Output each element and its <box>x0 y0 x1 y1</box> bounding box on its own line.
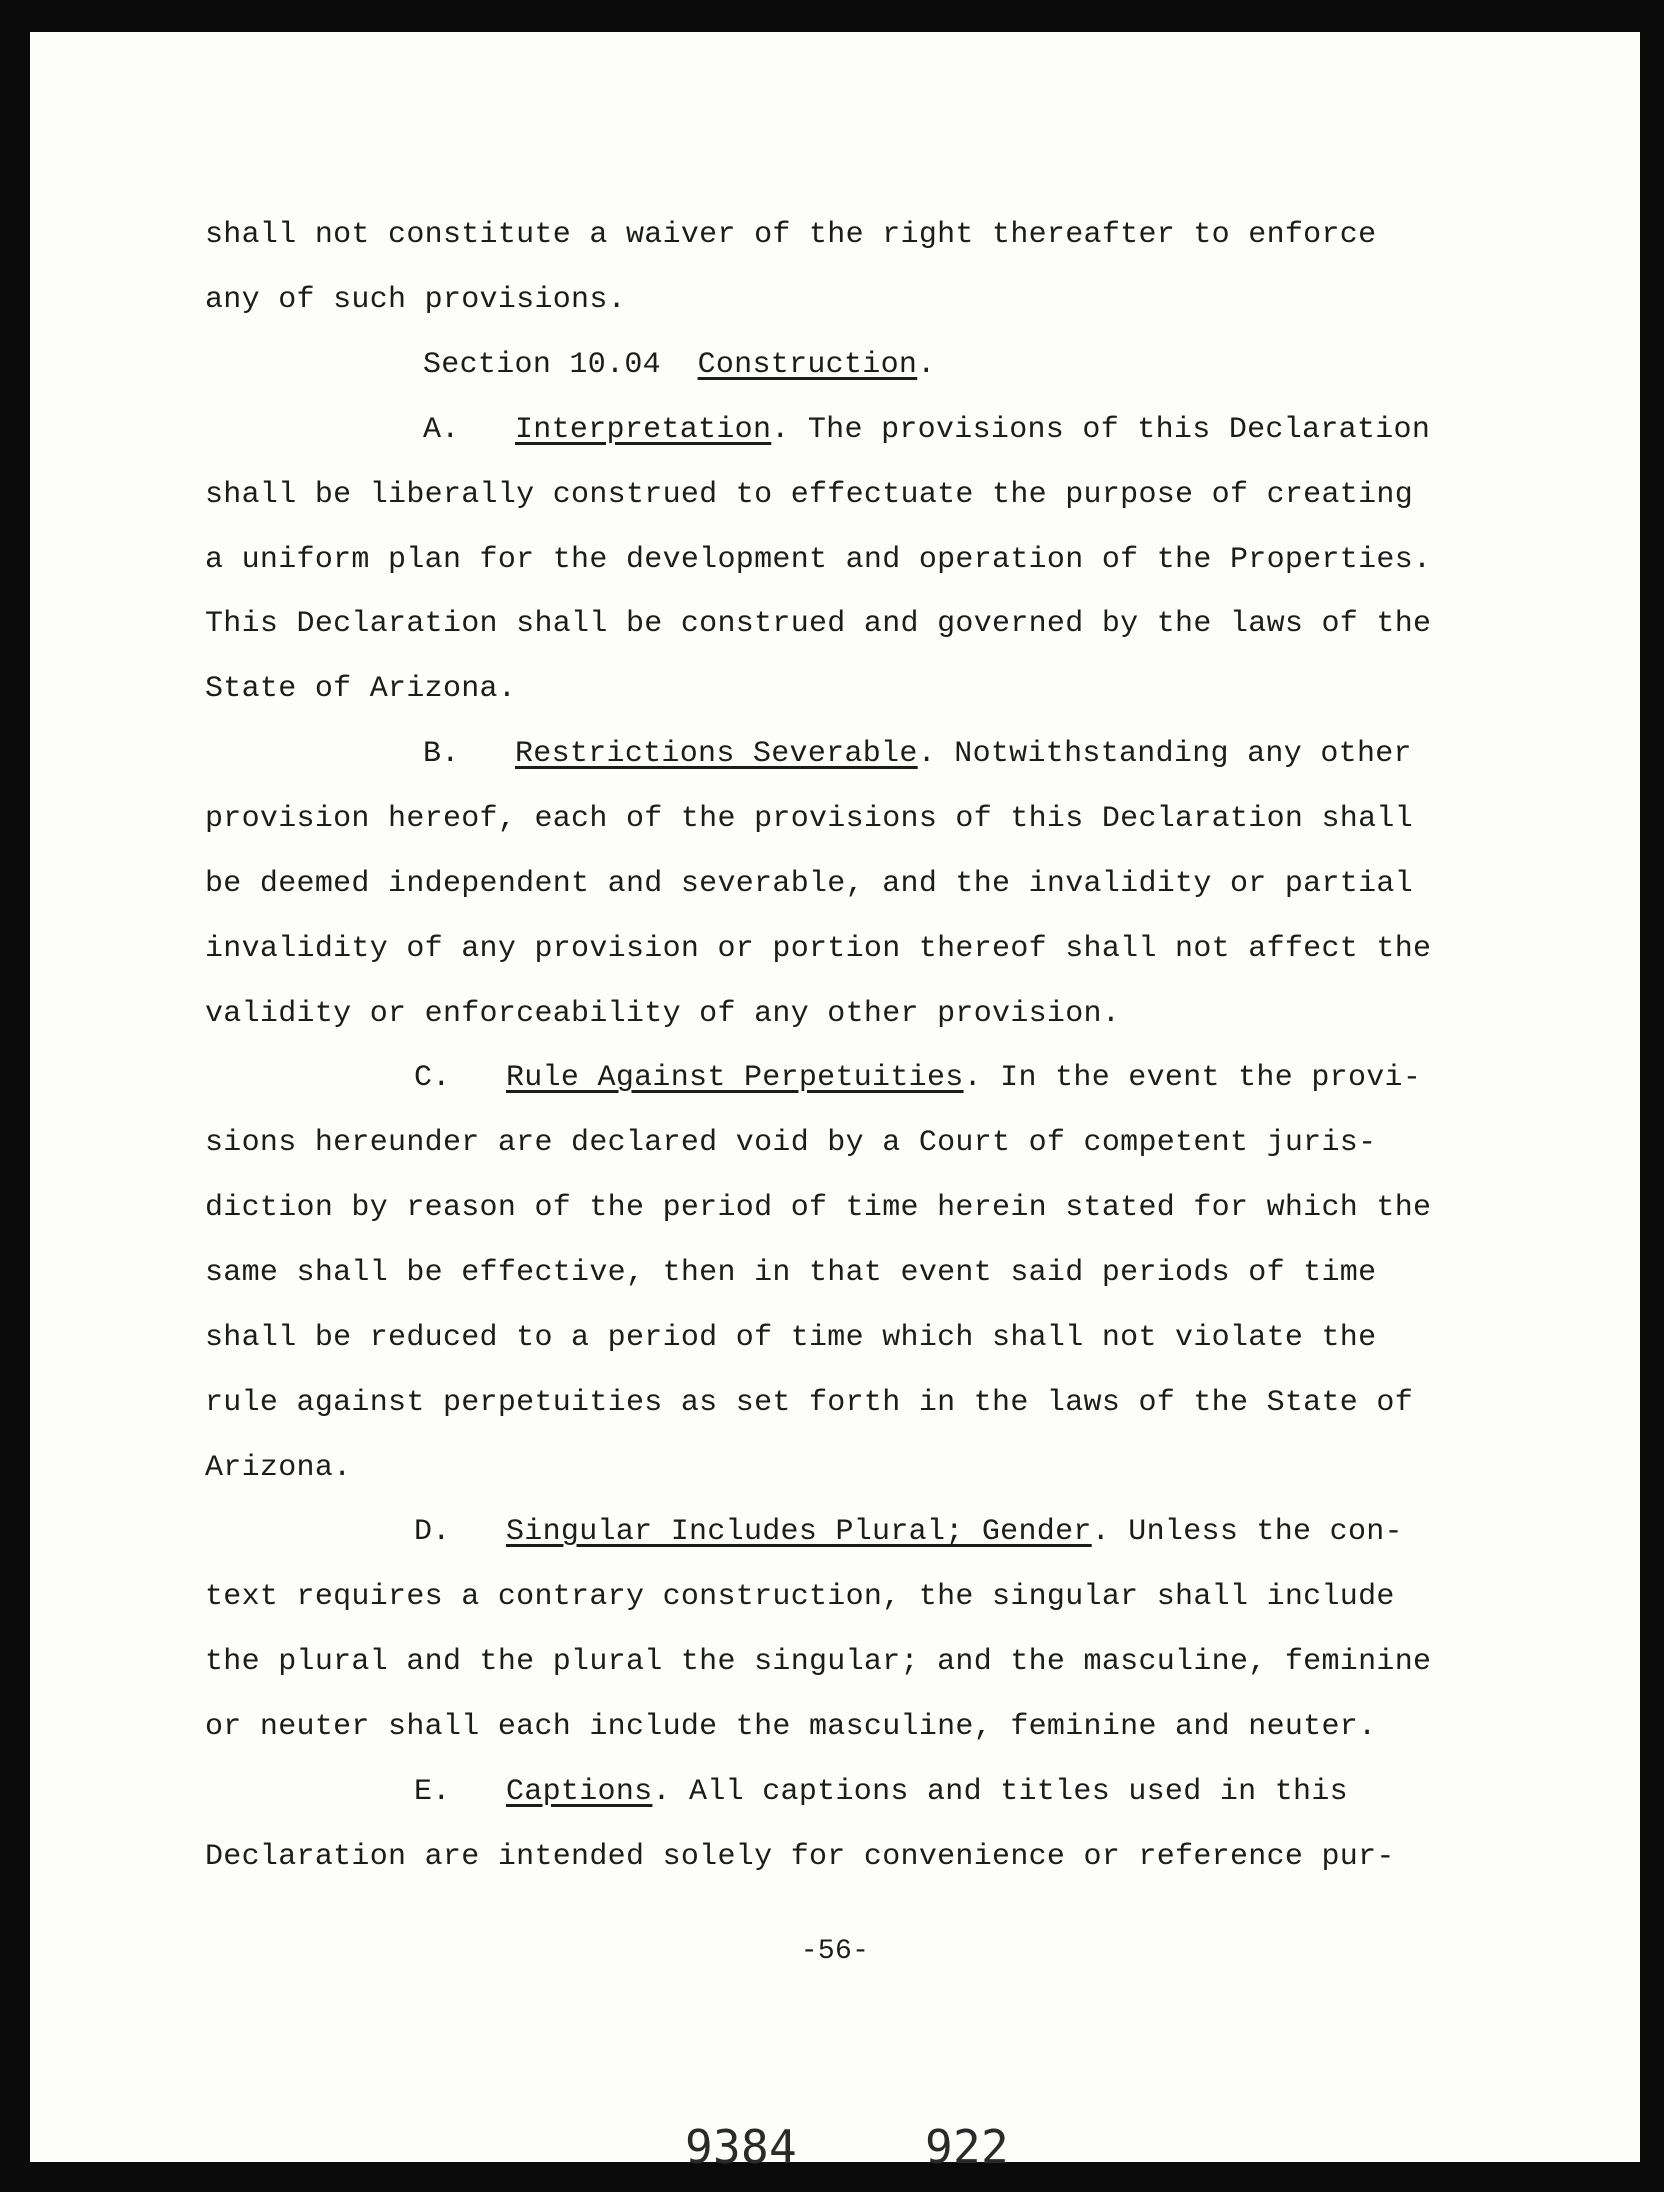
text-line: the plural and the plural the singular; and the masculine, feminine <box>205 1645 1432 1679</box>
text-line: State of Arizona. <box>205 672 517 706</box>
stamp-number-left: 9384 <box>685 2120 797 2174</box>
text-line: Declaration are intended solely for convenience or reference pur- <box>205 1840 1395 1874</box>
text-line: diction by reason of the period of time herein stated for which the <box>205 1191 1432 1225</box>
clause-title: Singular Includes Plural; Gender <box>506 1515 1092 1549</box>
text-line: validity or enforceability of any other provision. <box>205 997 1121 1031</box>
text-line: shall be liberally construed to effectuate the purpose of creating <box>205 478 1413 512</box>
clause-title: Captions <box>506 1775 653 1809</box>
clause-b-heading <box>423 734 1412 774</box>
page-number: -56- <box>800 1936 870 1967</box>
text-line: shall not constitute a waiver of the right thereafter to enforce <box>205 218 1377 252</box>
section-heading <box>423 345 936 385</box>
clause-label: A. <box>423 413 460 447</box>
text-line: provision hereof, each of the provisions of this Declaration shall <box>205 802 1413 836</box>
clause-text: . Notwithstanding any other <box>917 737 1412 771</box>
clause-label: C. <box>414 1061 451 1095</box>
clause-e-heading <box>414 1772 1348 1812</box>
text-line: shall be reduced to a period of time which shall not violate the <box>205 1321 1377 1355</box>
text-line: Arizona. <box>205 1451 352 1485</box>
text-line: sions hereunder are declared void by a Court of competent juris- <box>205 1126 1377 1160</box>
clause-label: B. <box>423 737 460 771</box>
text-line: be deemed independent and severable, and the invalidity or partial <box>205 867 1413 901</box>
text-line: a uniform plan for the development and operation of the Properties. <box>205 543 1432 577</box>
clause-label: D. <box>414 1515 451 1549</box>
clause-text: . All captions and titles used in this <box>652 1775 1348 1809</box>
clause-c-heading <box>414 1058 1421 1098</box>
text-line: or neuter shall each include the masculine, feminine and neuter. <box>205 1710 1377 1744</box>
clause-label: E. <box>414 1775 451 1809</box>
section-suffix: . <box>917 348 936 382</box>
clause-text: . In the event the provi- <box>963 1061 1422 1095</box>
section-title: Construction <box>697 348 918 382</box>
text-line: any of such provisions. <box>205 283 626 317</box>
clause-title: Restrictions Severable <box>515 737 918 771</box>
clause-title: Rule Against Perpetuities <box>506 1061 964 1095</box>
text-line: text requires a contrary construction, the singular shall include <box>205 1580 1395 1614</box>
text-line: invalidity of any provision or portion thereof shall not affect the <box>205 932 1432 966</box>
clause-d-heading <box>414 1512 1403 1552</box>
clause-a-heading <box>423 410 1430 450</box>
stamp-number-right: 922 <box>925 2120 1009 2174</box>
clause-text: . The provisions of this Declaration <box>771 413 1431 447</box>
text-line: This Declaration shall be construed and governed by the laws of the <box>205 607 1432 641</box>
clause-text: . Unless the con- <box>1091 1515 1403 1549</box>
section-prefix: Section 10.04 <box>423 348 661 382</box>
clause-title: Interpretation <box>515 413 772 447</box>
text-line: rule against perpetuities as set forth in the laws of the State of <box>205 1386 1413 1420</box>
text-line: same shall be effective, then in that event said periods of time <box>205 1256 1377 1290</box>
document-page <box>30 32 1640 2174</box>
